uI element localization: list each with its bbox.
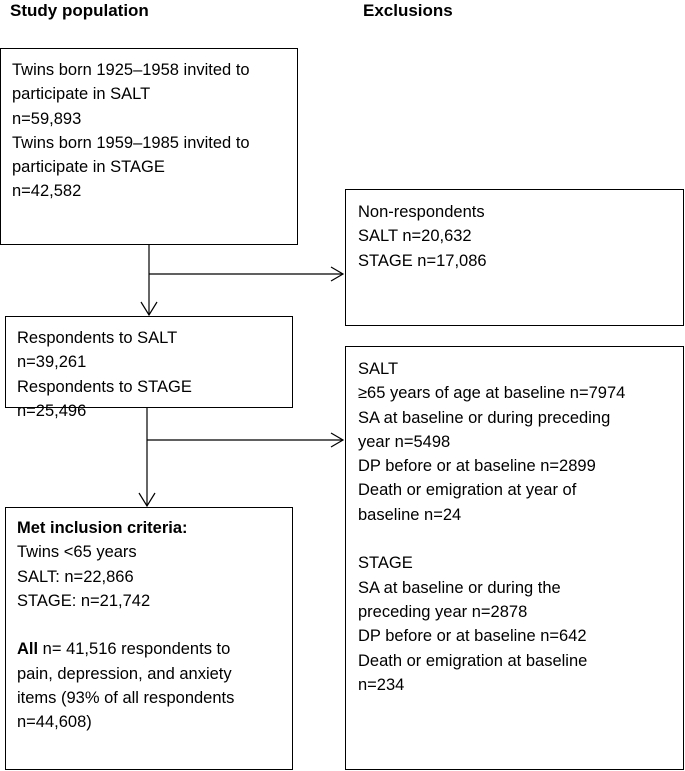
respondents-box xyxy=(5,316,293,420)
stage-exclusion-line-6: n=234 xyxy=(358,675,405,694)
respondents-line-4: n=25,496 xyxy=(17,401,87,420)
respondents-line-2: n=39,261 xyxy=(17,353,87,372)
inclusion-line-2: SALT: n=22,866 xyxy=(17,567,134,586)
invited-line-2: participate in SALT xyxy=(12,85,151,104)
stage-exclusion-line-4: DP before or at baseline n=642 xyxy=(358,627,587,646)
arrowhead-to-non-respondents xyxy=(331,267,343,281)
non-respondents-line-1: Non-respondents xyxy=(358,203,485,221)
all-respondents-line-3: items (93% of all respondents xyxy=(17,689,235,708)
stage-exclusion-line-3: preceding year n=2878 xyxy=(358,602,528,621)
arrowhead-to-inclusion xyxy=(139,493,155,506)
stage-exclusion-line-1: STAGE xyxy=(358,554,413,573)
inclusion-line-1: Twins <65 years xyxy=(17,543,137,562)
non-respondents-box xyxy=(345,189,684,326)
salt-exclusion-line-4: year n=5498 xyxy=(358,432,451,451)
stage-exclusion-line-2: SA at baseline or during the xyxy=(358,578,561,597)
all-label: All xyxy=(17,640,39,659)
exclusions-detail-box xyxy=(345,346,684,770)
all-respondents-line-1 xyxy=(17,637,292,661)
inclusion-line-3: STAGE: n=21,742 xyxy=(17,591,151,610)
heading-exclusions: Exclusions xyxy=(363,1,453,20)
salt-exclusion-line-2: ≥65 years of age at baseline n=7974 xyxy=(358,384,626,403)
stage-exclusion-line-5: Death or emigration at baseline xyxy=(358,651,588,670)
arrowhead-to-exclusions xyxy=(331,433,343,447)
arrowhead-to-respondents xyxy=(141,302,157,315)
invited-line-1: Twins born 1925–1958 invited to xyxy=(12,61,250,79)
non-respondents-line-2: SALT n=20,632 xyxy=(358,227,472,246)
spacer xyxy=(358,527,683,551)
all-respondents-text-1: n= 41,516 respondents to xyxy=(38,640,231,659)
invited-line-6: n=42,582 xyxy=(12,182,82,201)
respondents-line-3: Respondents to STAGE xyxy=(17,377,192,396)
salt-exclusion-line-1: SALT xyxy=(358,360,399,378)
all-respondents-line-4: n=44,608) xyxy=(17,713,92,732)
salt-exclusion-line-6: Death or emigration at year of xyxy=(358,481,577,500)
inclusion-criteria-box xyxy=(5,507,293,770)
salt-exclusion-line-5: DP before or at baseline n=2899 xyxy=(358,457,596,476)
invited-box xyxy=(0,48,298,245)
heading-study-population: Study population xyxy=(10,1,149,20)
respondents-line-1: Respondents to SALT xyxy=(17,329,178,347)
invited-line-4: Twins born 1959–1985 invited to xyxy=(12,133,250,152)
salt-exclusion-line-3: SA at baseline or during preceding xyxy=(358,408,611,427)
all-respondents-line-2: pain, depression, and anxiety xyxy=(17,664,232,683)
inclusion-title: Met inclusion criteria: xyxy=(17,519,188,537)
spacer xyxy=(17,613,292,637)
invited-line-3: n=59,893 xyxy=(12,109,82,128)
invited-line-5: participate in STAGE xyxy=(12,158,165,177)
non-respondents-line-3: STAGE n=17,086 xyxy=(358,251,487,270)
salt-exclusion-line-7: baseline n=24 xyxy=(358,505,462,524)
